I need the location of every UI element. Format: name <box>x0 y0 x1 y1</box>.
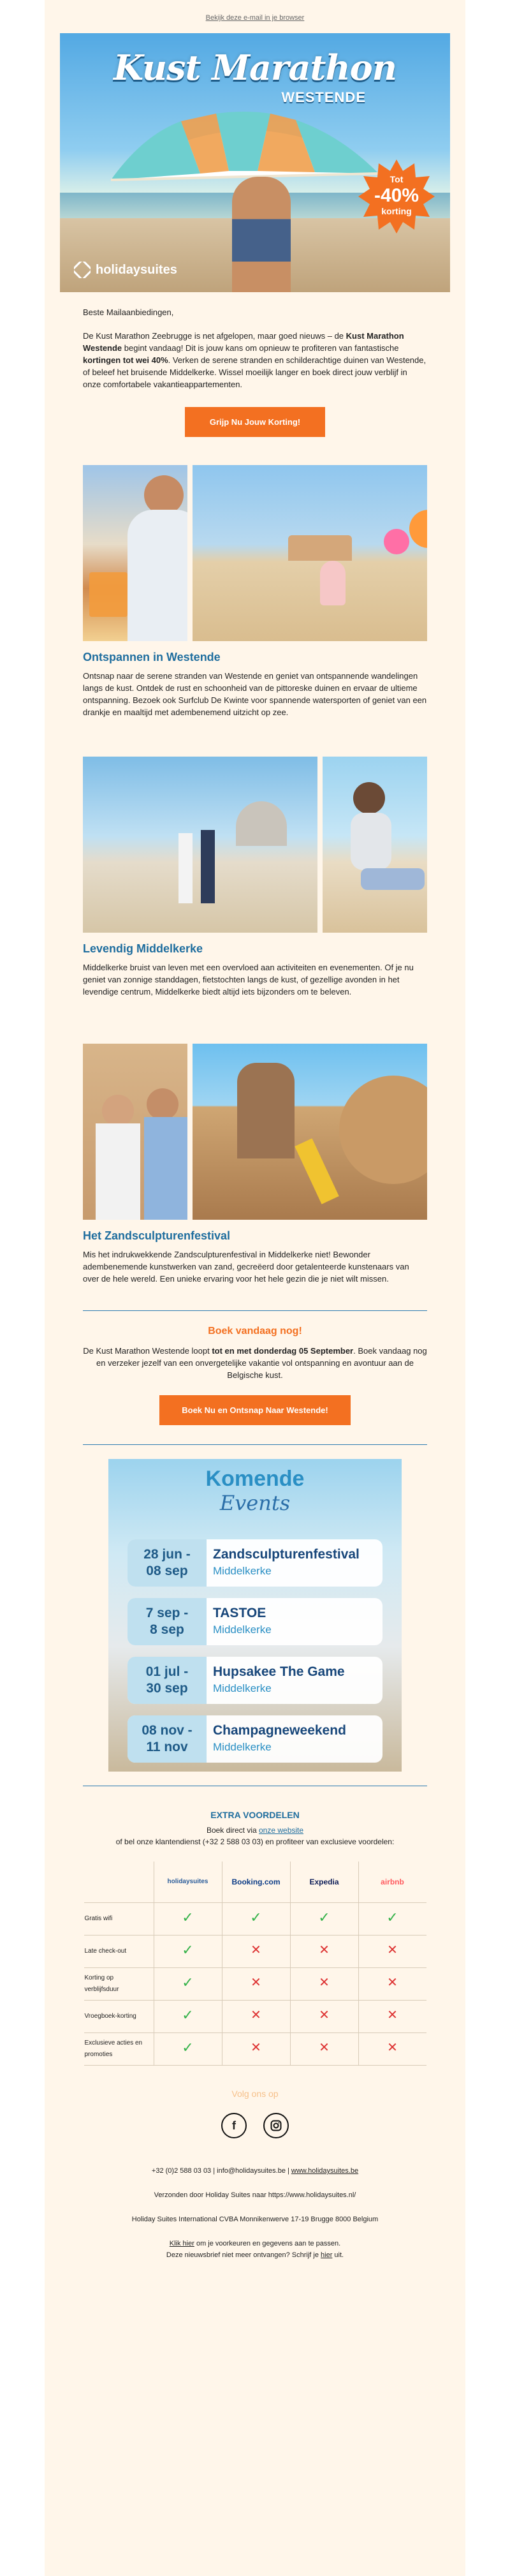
section-text: Ontsnap naar de serene stranden van Westende en geniet van ontspannende wandelingen langs de kust. Ontdek de rust en schoonheid van de pittoreske duinen en ervaar de ultieme ontspanning. Bezoek ook Surfclub De Kwinte voor spannende watersporten of geniet van een drankje en maaltijd met adembenemend uitzicht op zee. <box>83 671 427 717</box>
cross-icon: ✕ <box>251 2008 261 2022</box>
check-icon: ✓ <box>318 1909 330 1925</box>
upcoming-events-card[interactable] <box>108 1459 402 1772</box>
table-row <box>84 2001 426 2033</box>
extra-heading: EXTRA VOORDELEN <box>210 1810 300 1820</box>
event-item <box>127 1539 382 1587</box>
row-label: Vroegboek-korting <box>84 2001 154 2033</box>
sand-sculpture-photo[interactable] <box>193 1044 427 1220</box>
table-row <box>84 2033 426 2066</box>
event-place: Middelkerke <box>213 1741 272 1753</box>
event-date: 7 sep - 8 sep <box>127 1598 207 1645</box>
family-festival-photo[interactable] <box>83 1044 187 1220</box>
cross-icon: ✕ <box>251 2041 261 2055</box>
event-item <box>127 1715 382 1763</box>
events-title: Komende <box>205 1467 305 1491</box>
section-middelkerke <box>45 943 465 998</box>
instagram-icon[interactable] <box>263 2113 289 2138</box>
holidaysuites-logo <box>74 262 177 278</box>
beach-umbrella-image <box>105 110 385 186</box>
badge-line-3: korting <box>381 206 412 216</box>
events-subtitle: Events <box>219 1491 291 1515</box>
cross-icon: ✕ <box>387 1943 398 1957</box>
woman-image <box>232 177 291 292</box>
section-text: Middelkerke bruist van leven met een overvloed aan activiteiten en evenementen. Of je nu geniet van zonnige standdagen, fietstochten langs de kust, of gezellige avonden in het levendige centrum, Middelkerke biedt altijd iets bijzonders om te beleven. <box>83 963 414 996</box>
brand-expedia: Expedia <box>290 1862 358 1903</box>
event-place: Middelkerke <box>213 1624 272 1636</box>
event-item <box>127 1657 382 1704</box>
footer <box>45 2165 465 2261</box>
table-row <box>84 1968 426 2001</box>
badge-line-2: -40% <box>374 185 419 206</box>
cross-icon: ✕ <box>387 2041 398 2055</box>
booking-title: Boek vandaag nog! <box>208 1326 302 1336</box>
website-link[interactable]: onze website <box>259 1826 304 1835</box>
section-title: Ontspannen in Westende <box>83 651 221 663</box>
brand-airbnb: airbnb <box>358 1862 426 1903</box>
brand-holidaysuites: holidaysuites <box>154 1862 222 1903</box>
hero-banner[interactable] <box>60 33 450 292</box>
section-title: Het Zandsculpturenfestival <box>83 1229 231 1242</box>
table-header <box>84 1862 426 1903</box>
drinks-photo[interactable] <box>83 465 187 641</box>
footer-website-link[interactable]: www.holidaysuites.be <box>291 2167 359 2175</box>
row-label: Korting op verblijfsduur <box>84 1968 154 2001</box>
cross-icon: ✕ <box>319 2041 330 2055</box>
social-links <box>45 2113 465 2138</box>
event-name: Zandsculpturenfestival <box>213 1547 360 1562</box>
event-place: Middelkerke <box>213 1682 272 1694</box>
cross-icon: ✕ <box>387 1976 398 1990</box>
section-sand-festival <box>45 1230 465 1285</box>
event-date: 08 nov - 11 nov <box>127 1715 207 1763</box>
footer-preferences: Klik hier om je voorkeuren en gegevens aan te passen. <box>169 2240 341 2247</box>
row-label: Exclusieve acties en promoties <box>84 2033 154 2066</box>
cross-icon: ✕ <box>319 1943 330 1957</box>
book-now-button[interactable]: Boek Nu en Ontsnap Naar Westende! <box>159 1395 351 1425</box>
photo-row-middelkerke <box>83 757 427 933</box>
divider <box>83 1444 427 1445</box>
intro-section <box>45 306 465 437</box>
divider <box>83 1310 427 1311</box>
check-icon: ✓ <box>182 2006 194 2023</box>
event-place: Middelkerke <box>213 1565 272 1577</box>
check-icon: ✓ <box>182 1941 194 1958</box>
hero-title: Kust Marathon <box>113 47 397 88</box>
event-item <box>127 1598 382 1645</box>
booking-section <box>45 1325 465 1425</box>
photo-row-sand-festival <box>83 1044 427 1220</box>
intro-text: De Kust Marathon Zeebrugge is net afgelopen, maar goed nieuws – de Kust Marathon Westende begint vandaag! Dit is jouw kans om opnieuw te profiteren van fantastische kortingen tot wei 40%. Verken de serene stranden en schilderachtige duinen van Westende, of beleef het bruisende Middelkerke. Wissel moeilijk langer en boek direct jouw verblijf in onze comfortabele vakantieappartementen. <box>83 331 426 389</box>
cross-icon: ✕ <box>319 2008 330 2022</box>
unsubscribe-link[interactable]: hier <box>321 2251 333 2259</box>
section-title: Levendig Middelkerke <box>83 942 203 955</box>
booking-text: De Kust Marathon Westende loopt tot en met donderdag 05 September. Boek vandaag nog en verzeker jezelf van een onvergetelijke vakantie vol ontspanning en avontuur aan de Belgische kust. <box>83 1346 427 1380</box>
beach-kids-photo[interactable] <box>193 465 427 641</box>
check-icon: ✓ <box>182 1974 194 1990</box>
photo-row-westende <box>83 465 427 641</box>
section-westende <box>45 651 465 718</box>
check-icon: ✓ <box>250 1909 262 1925</box>
cross-icon: ✕ <box>251 1943 261 1957</box>
brand-name: holidaysuites <box>96 262 177 277</box>
table-row <box>84 1936 426 1968</box>
badge-line-1: Tot <box>390 174 404 184</box>
check-icon: ✓ <box>386 1909 398 1925</box>
cross-icon: ✕ <box>319 1976 330 1990</box>
event-name: Hupsakee The Game <box>213 1664 345 1679</box>
footer-address: Holiday Suites International CVBA Monnikenwerve 17-19 Brugge 8000 Belgium <box>131 2216 379 2223</box>
row-label: Late check-out <box>84 1936 154 1968</box>
preferences-link[interactable]: Klik hier <box>169 2240 194 2247</box>
comparison-table <box>84 1862 426 2066</box>
cross-icon: ✕ <box>251 1976 261 1990</box>
section-text: Mis het indrukwekkende Zandsculpturenfestival in Middelkerke niet! Bewonder adembenemende kunstwerken van zand, gecreëerd door getalenteerde kunstenaars van over de hele wereld. Een unieke ervaring voor het hele gezin die je niet wilt missen. <box>83 1250 409 1284</box>
grab-discount-button[interactable]: Grijp Nu Jouw Korting! <box>185 407 325 437</box>
footer-contact: +32 (0)2 588 03 03 | info@holidaysuites.be | www.holidaysuites.be <box>151 2167 359 2175</box>
event-date: 28 jun - 08 sep <box>127 1539 207 1587</box>
family-dunes-photo[interactable] <box>83 757 317 933</box>
check-icon: ✓ <box>182 1909 194 1925</box>
extra-benefits <box>45 1809 465 2066</box>
follow-us-label: Volg ons op <box>231 2089 279 2099</box>
event-name: Champagneweekend <box>213 1723 346 1738</box>
cross-icon: ✕ <box>387 2008 398 2022</box>
greeting: Beste Mailaanbiedingen, <box>83 307 174 317</box>
holidaysuites-icon <box>74 262 91 278</box>
boy-icecream-photo[interactable] <box>323 757 427 933</box>
footer-unsubscribe: Deze nieuwsbrief niet meer ontvangen? Schrijf je hier uit. <box>166 2251 344 2259</box>
discount-badge <box>358 158 435 235</box>
view-in-browser-link[interactable]: Bekijk deze e-mail in je browser <box>205 14 305 22</box>
event-name: TASTOE <box>213 1606 266 1620</box>
footer-sent-by: Verzonden door Holiday Suites naar https://www.holidaysuites.nl/ <box>154 2191 356 2199</box>
extra-line-1: Boek direct via onze website <box>206 1826 304 1835</box>
email-container <box>45 0 465 2576</box>
facebook-icon[interactable]: f <box>221 2113 247 2138</box>
brand-booking: Booking.com <box>222 1862 290 1903</box>
event-date: 01 jul - 30 sep <box>127 1657 207 1704</box>
row-label: Gratis wifi <box>84 1903 154 1936</box>
extra-line-2: of bel onze klantendienst (+32 2 588 03 03) en profiteer van exclusieve voordelen: <box>115 1837 395 1846</box>
hero-subtitle: WESTENDE <box>281 89 366 105</box>
table-row <box>84 1903 426 1936</box>
check-icon: ✓ <box>182 2039 194 2055</box>
